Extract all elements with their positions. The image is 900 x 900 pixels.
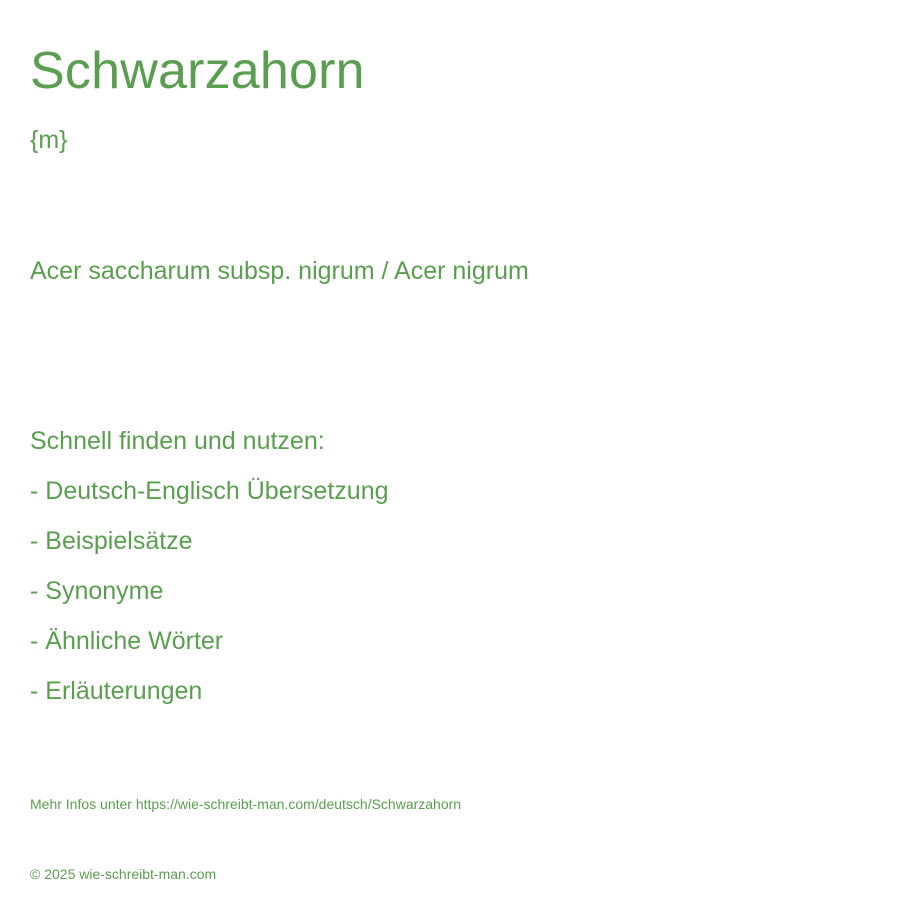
quick-link-explanations: - Erläuterungen	[30, 677, 203, 705]
quick-links-list	[30, 479, 389, 729]
quick-link-example-sentences: - Beispielsätze	[30, 527, 193, 555]
quick-link-similar-words: - Ähnliche Wörter	[30, 627, 224, 655]
botanical-name: Acer saccharum subsp. nigrum / Acer nigrum	[30, 257, 529, 285]
quick-link-synonyms: - Synonyme	[30, 577, 164, 605]
page-title: Schwarzahorn	[30, 42, 365, 100]
quick-links-heading: Schnell finden und nutzen:	[30, 427, 325, 455]
copyright-text: © 2025 wie-schreibt-man.com	[30, 866, 217, 882]
quick-link-translation: - Deutsch-Englisch Übersetzung	[30, 477, 389, 505]
more-info-text: Mehr Infos unter https://wie-schreibt-man.com/deutsch/Schwarzahorn	[30, 796, 462, 812]
gender-tag: {m}	[30, 126, 68, 154]
